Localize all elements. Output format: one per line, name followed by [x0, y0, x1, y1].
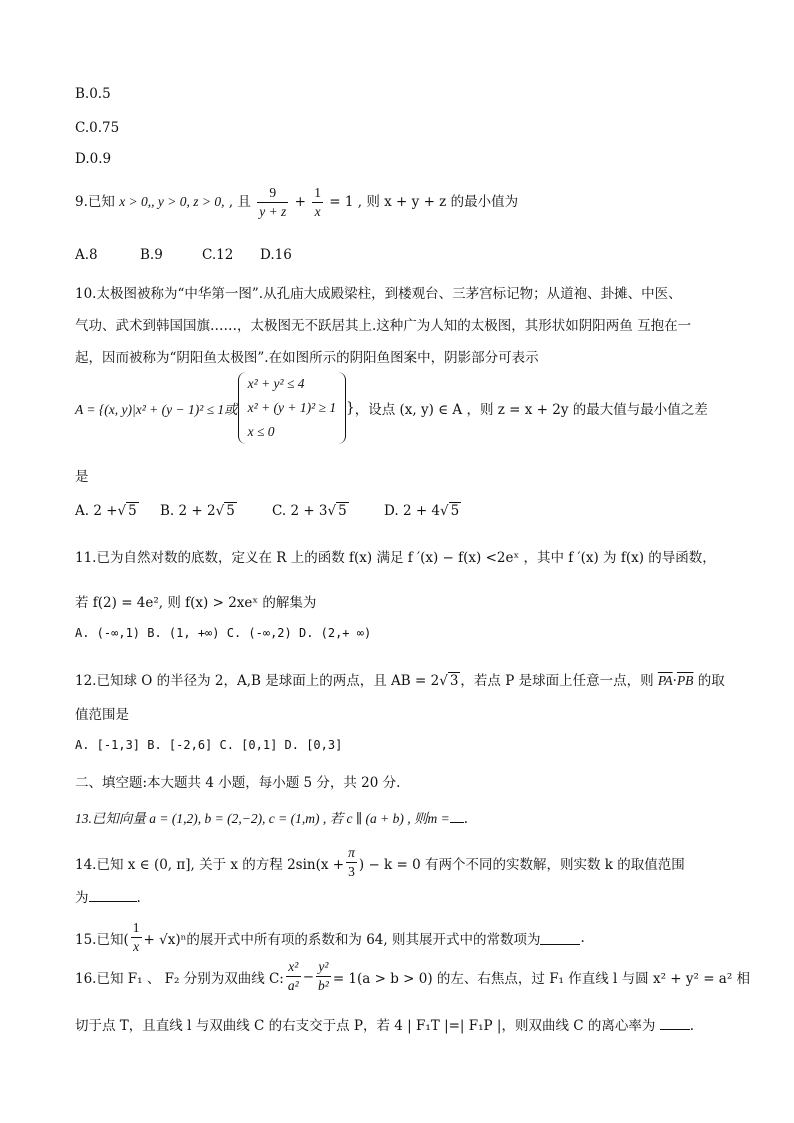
- q10-option-b: [160, 503, 272, 519]
- q8-option-b: B.0.5: [75, 86, 111, 102]
- q10-radicand: 5: [450, 503, 460, 519]
- q15-f-num: 1: [131, 919, 142, 938]
- q12-text-b: ，若点 P 是球面上任意一点，则: [460, 673, 654, 689]
- q14-end: .: [136, 890, 141, 906]
- q10-option-c: [272, 503, 384, 519]
- q10-sqrt: √ 5: [215, 503, 235, 519]
- q9-plus: +: [294, 194, 306, 210]
- q16-post: = 1(a > b > 0) 的左、右焦点，过 F₁ 作直线 l 与圆 x² + y² = a² 相: [332, 970, 751, 987]
- q15-pre: 15.已知(: [75, 931, 129, 948]
- section-2-heading: 二、填空题:本大题共 4 小题，每小题 5 分，共 20 分.: [75, 775, 401, 791]
- q14-prefix: 为: [75, 890, 89, 906]
- q10-options: [75, 503, 461, 519]
- q10-set-rhs: }: [346, 400, 355, 416]
- q10-sys-row: x ≤ 0: [247, 424, 275, 439]
- q9-fraction-1: [257, 184, 288, 221]
- q10-option-a: [75, 503, 160, 519]
- q14-line-2: [75, 886, 141, 906]
- q13-text: 13.已知向量 a = (1,2), b = (2,−2), c = (1,m) , 若 c ∥ (a + b) , 则m =: [75, 811, 450, 826]
- q11-options: A. (-∞,1) B. (1, +∞) C. (-∞,2) D. (2,+ ∞): [75, 626, 372, 640]
- q11-line-2: 若 f(2) = 4e², 则 f(x) > 2xeˣ 的解集为: [75, 595, 317, 611]
- q10-radicand: 5: [226, 503, 235, 519]
- q14-fraction: [346, 844, 357, 881]
- q9-options: [75, 247, 292, 263]
- q8-option-d: D.0.9: [75, 151, 112, 167]
- q10-opt-label: A.: [75, 503, 90, 519]
- q13-answer-blank[interactable]: [450, 808, 464, 823]
- q9-option-b: B.9: [140, 247, 163, 263]
- q14-f-num: π: [346, 844, 357, 863]
- q10-sqrt: √ 5: [117, 503, 137, 519]
- q12-text-c: 的取: [697, 673, 725, 689]
- q16-answer-blank[interactable]: [660, 1015, 690, 1030]
- q14-f-den: 3: [348, 864, 355, 879]
- q9-option-c: C.12: [202, 247, 234, 263]
- q10-opt-pre: 2 +: [93, 503, 118, 519]
- q10-right-brace: [337, 372, 346, 444]
- q11-line-1: 11.已为自然对数的底数，定义在 R 上的函数 f(x) 满足 f ′(x) − f(x) <2eˣ ，其中 f ′(x) 为 f(x) 的导函数，: [75, 550, 716, 566]
- q12-vector-pa: $\overline{PA}$: [657, 673, 673, 688]
- q15-end: .: [580, 929, 585, 946]
- q16-f1-num: x²: [286, 958, 301, 977]
- q15-fraction: [131, 919, 142, 956]
- q9-stem: [75, 184, 518, 221]
- q9-f1-num: 9: [257, 184, 288, 203]
- q10-opt-pre: 2 + 4: [402, 503, 441, 519]
- q10-sqrt: √ 5: [327, 503, 347, 519]
- q9-fraction-2: [312, 184, 323, 221]
- q10-line-3: 起，因而被称为“阴阳鱼太极图”.在如图所示的阴阳鱼图案中，阴影部分可表示: [75, 350, 539, 366]
- q10-set-lhs: A = {(x, y)|x² + (y − 1)² ≤ 1或: [75, 402, 238, 417]
- q9-suffix: , 则 x + y + z 的最小值为: [357, 194, 519, 210]
- q9-f1-den: y + z: [259, 204, 287, 219]
- q12-line-2: 值范围是: [75, 707, 129, 723]
- q16-f2-num: y²: [316, 958, 331, 977]
- q9-f2-num: 1: [312, 184, 323, 203]
- q16-f2-den: b²: [318, 978, 329, 993]
- q12-line-1: [75, 669, 725, 689]
- q12-sqrt: √ 3: [439, 673, 459, 689]
- q10-opt-label: B.: [160, 503, 175, 519]
- q13-stem: [75, 807, 468, 827]
- q9-f2-den: x: [314, 204, 321, 219]
- q16-line-2: [75, 1014, 694, 1034]
- q12-options: A. [-1,3] B. [-2,6] C. [0,1] D. [0,3]: [75, 738, 343, 752]
- q16-fraction-2: [316, 958, 331, 995]
- q10-sys-row: x² + y² ≤ 4: [247, 376, 305, 391]
- q10-sys-row: x² + (y + 1)² ≥ 1: [247, 400, 337, 415]
- q10-opt-pre: 2 + 3: [290, 503, 328, 519]
- q13-end: .: [463, 811, 469, 827]
- q16-fraction-1: [286, 958, 301, 995]
- q10-option-d: [384, 503, 461, 519]
- q16-end: .: [689, 1018, 694, 1034]
- q9-eq: = 1: [329, 194, 354, 210]
- q10-opt-label: D.: [384, 503, 399, 519]
- q10-radicand: 5: [338, 503, 347, 519]
- q14-pre: 14.已知 x ∈ (0, π], 关于 x 的方程 2sin(x +: [75, 856, 345, 873]
- q14-answer-blank[interactable]: [89, 887, 137, 902]
- q10-left-brace: [238, 372, 247, 444]
- q16-minus: −: [302, 968, 314, 985]
- q9-option-d: D.16: [260, 247, 292, 263]
- q16-f1-den: a²: [287, 978, 299, 993]
- q15-answer-blank[interactable]: [540, 930, 580, 945]
- q10-system: [238, 372, 346, 444]
- q14-post: ) − k = 0 有两个不同的实数解，则实数 k 的取值范围: [358, 856, 685, 873]
- q10-opt-pre: 2 + 2: [178, 503, 216, 519]
- q9-mid: , 且: [228, 194, 251, 210]
- q8-option-c: C.0.75: [75, 120, 120, 136]
- q9-option-a: A.8: [75, 247, 98, 263]
- q9-cond: x > 0,, y > 0, z > 0,: [119, 194, 225, 209]
- q16-line-1: [75, 958, 750, 995]
- q10-tail: ，设点 (x, y) ∈ A ，则 z = x + 2y 的最大值与最小值之差: [354, 402, 708, 418]
- q15-stem: [75, 919, 585, 956]
- q16-text: 切于点 T，且直线 l 与双曲线 C 的右支交于点 P，若 4 | F₁T |=| F₁P |，则双曲线 C 的离心率为: [75, 1018, 656, 1034]
- q9-prefix: 9.已知: [75, 194, 115, 210]
- q10-radicand: 5: [128, 503, 137, 519]
- q14-stem: [75, 844, 685, 881]
- q12-vector-pb: $\overline{PB}$: [676, 673, 694, 688]
- q10-sqrt: √ 5: [440, 503, 460, 519]
- q12-radicand: 3: [449, 673, 459, 689]
- q10-line-1: 10.太极图被称为“中华第一图”.从孔庙大成殿梁柱，到楼观台、三茅宫标记物；从道袍、卦摊、中医、: [75, 286, 682, 302]
- q12-dot: ·: [672, 673, 677, 689]
- q10-opt-label: C.: [272, 503, 287, 519]
- q15-f-den: x: [133, 939, 140, 954]
- q12-text-a: 12.已知球 O 的半径为 2，A,B 是球面上的两点，且 AB = 2: [75, 673, 440, 689]
- q10-set-definition: [75, 372, 708, 444]
- q15-mid: + √x)ⁿ的展开式中所有项的系数和为 64, 则其展开式中的常数项为: [143, 931, 541, 948]
- q16-pre: 16.已知 F₁ 、 F₂ 分别为双曲线 C:: [75, 970, 284, 987]
- q10-line-5: 是: [75, 469, 89, 485]
- q10-line-2: 气功、武术到韩国国旗……，太极图无不跃居其上.这种广为人知的太极图，其形状如阴阳两鱼 互抱在一: [75, 318, 692, 334]
